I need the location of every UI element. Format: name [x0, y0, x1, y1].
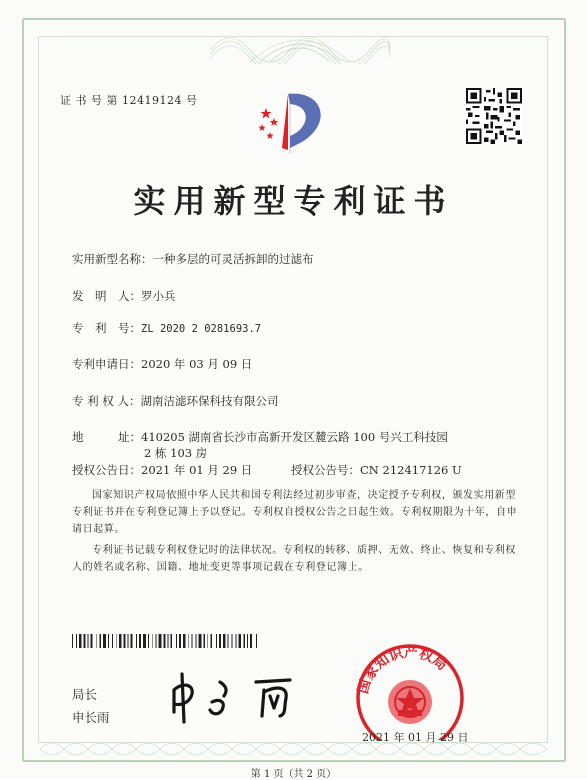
certificate-title: 实用新型专利证书	[133, 182, 454, 220]
guilloche-ornament-bottom	[40, 735, 547, 763]
grant-number-label: 授权公告号：	[291, 463, 360, 477]
grant-date-row	[72, 462, 252, 478]
patentee-row	[72, 393, 278, 409]
application-date-row	[72, 356, 252, 372]
signatory-name: 申长雨	[72, 710, 110, 725]
page-number: 第 1 页（共 2 页）	[250, 769, 337, 780]
address-line1: 410205 湖南省长沙市高新开发区麓云路 100 号兴工科技园	[141, 430, 448, 444]
utility-model-name-value: 一种多层的可灵活拆卸的过滤布	[152, 252, 314, 266]
seal-date: 2021 年 01 月 29 日	[362, 731, 469, 744]
address-line2: 2 栋 103 房	[144, 446, 208, 460]
barcode-icon	[72, 634, 260, 648]
inventor-row	[72, 288, 176, 304]
qr-code-icon	[466, 88, 522, 144]
grant-number-value: CN 212417126 U	[360, 463, 462, 477]
paragraph-legal-status: 专利证书记载专利权登记时的法律状况。专利权的转移、质押、无效、终止、恢复和专利权人的姓名或名称、国籍、地址变更等事项记载在专利登记簿上。	[72, 545, 516, 573]
paragraph-grant-notice: 国家知识产权局依照中华人民共和国专利法经过初步审查，决定授予专利权，颁发实用新型专利证书并在专利登记簿上予以登记。专利权自授权公告之日起生效。专利权期限为十年，自申请日起算。	[72, 490, 518, 535]
address-label: 地 址：	[72, 430, 141, 444]
patentee-value: 湖南洁滤环保科技有限公司	[140, 394, 279, 408]
grant-date-value: 2021 年 01 月 29 日	[141, 463, 253, 477]
application-date-value: 2020 年 03 月 09 日	[141, 357, 253, 371]
handwritten-signature	[160, 668, 320, 724]
address-row	[72, 429, 448, 445]
inventor-value: 罗小兵	[141, 289, 176, 303]
cnipa-logo-icon	[252, 88, 332, 158]
certificate-number: 证 书 号 第 12419124 号	[60, 94, 198, 107]
patent-number-value: ZL 2020 2 0281693.7	[141, 323, 262, 335]
official-seal-icon	[345, 640, 475, 740]
grant-date-label: 授权公告日：	[72, 463, 141, 477]
grant-number-row	[291, 462, 462, 478]
utility-model-name-row	[72, 251, 314, 267]
patent-number-label: 专 利 号：	[72, 321, 141, 335]
patentee-label: 专 利 权 人：	[72, 394, 141, 408]
inventor-label: 发 明 人：	[72, 289, 141, 303]
seal-text: 国家知识产权局	[355, 644, 450, 696]
signatory-title: 局长	[72, 687, 98, 702]
patent-number-row	[72, 320, 261, 336]
application-date-label: 专利申请日：	[72, 357, 141, 371]
guilloche-ornament-top	[210, 24, 390, 64]
utility-model-name-label: 实用新型名称：	[72, 252, 153, 266]
